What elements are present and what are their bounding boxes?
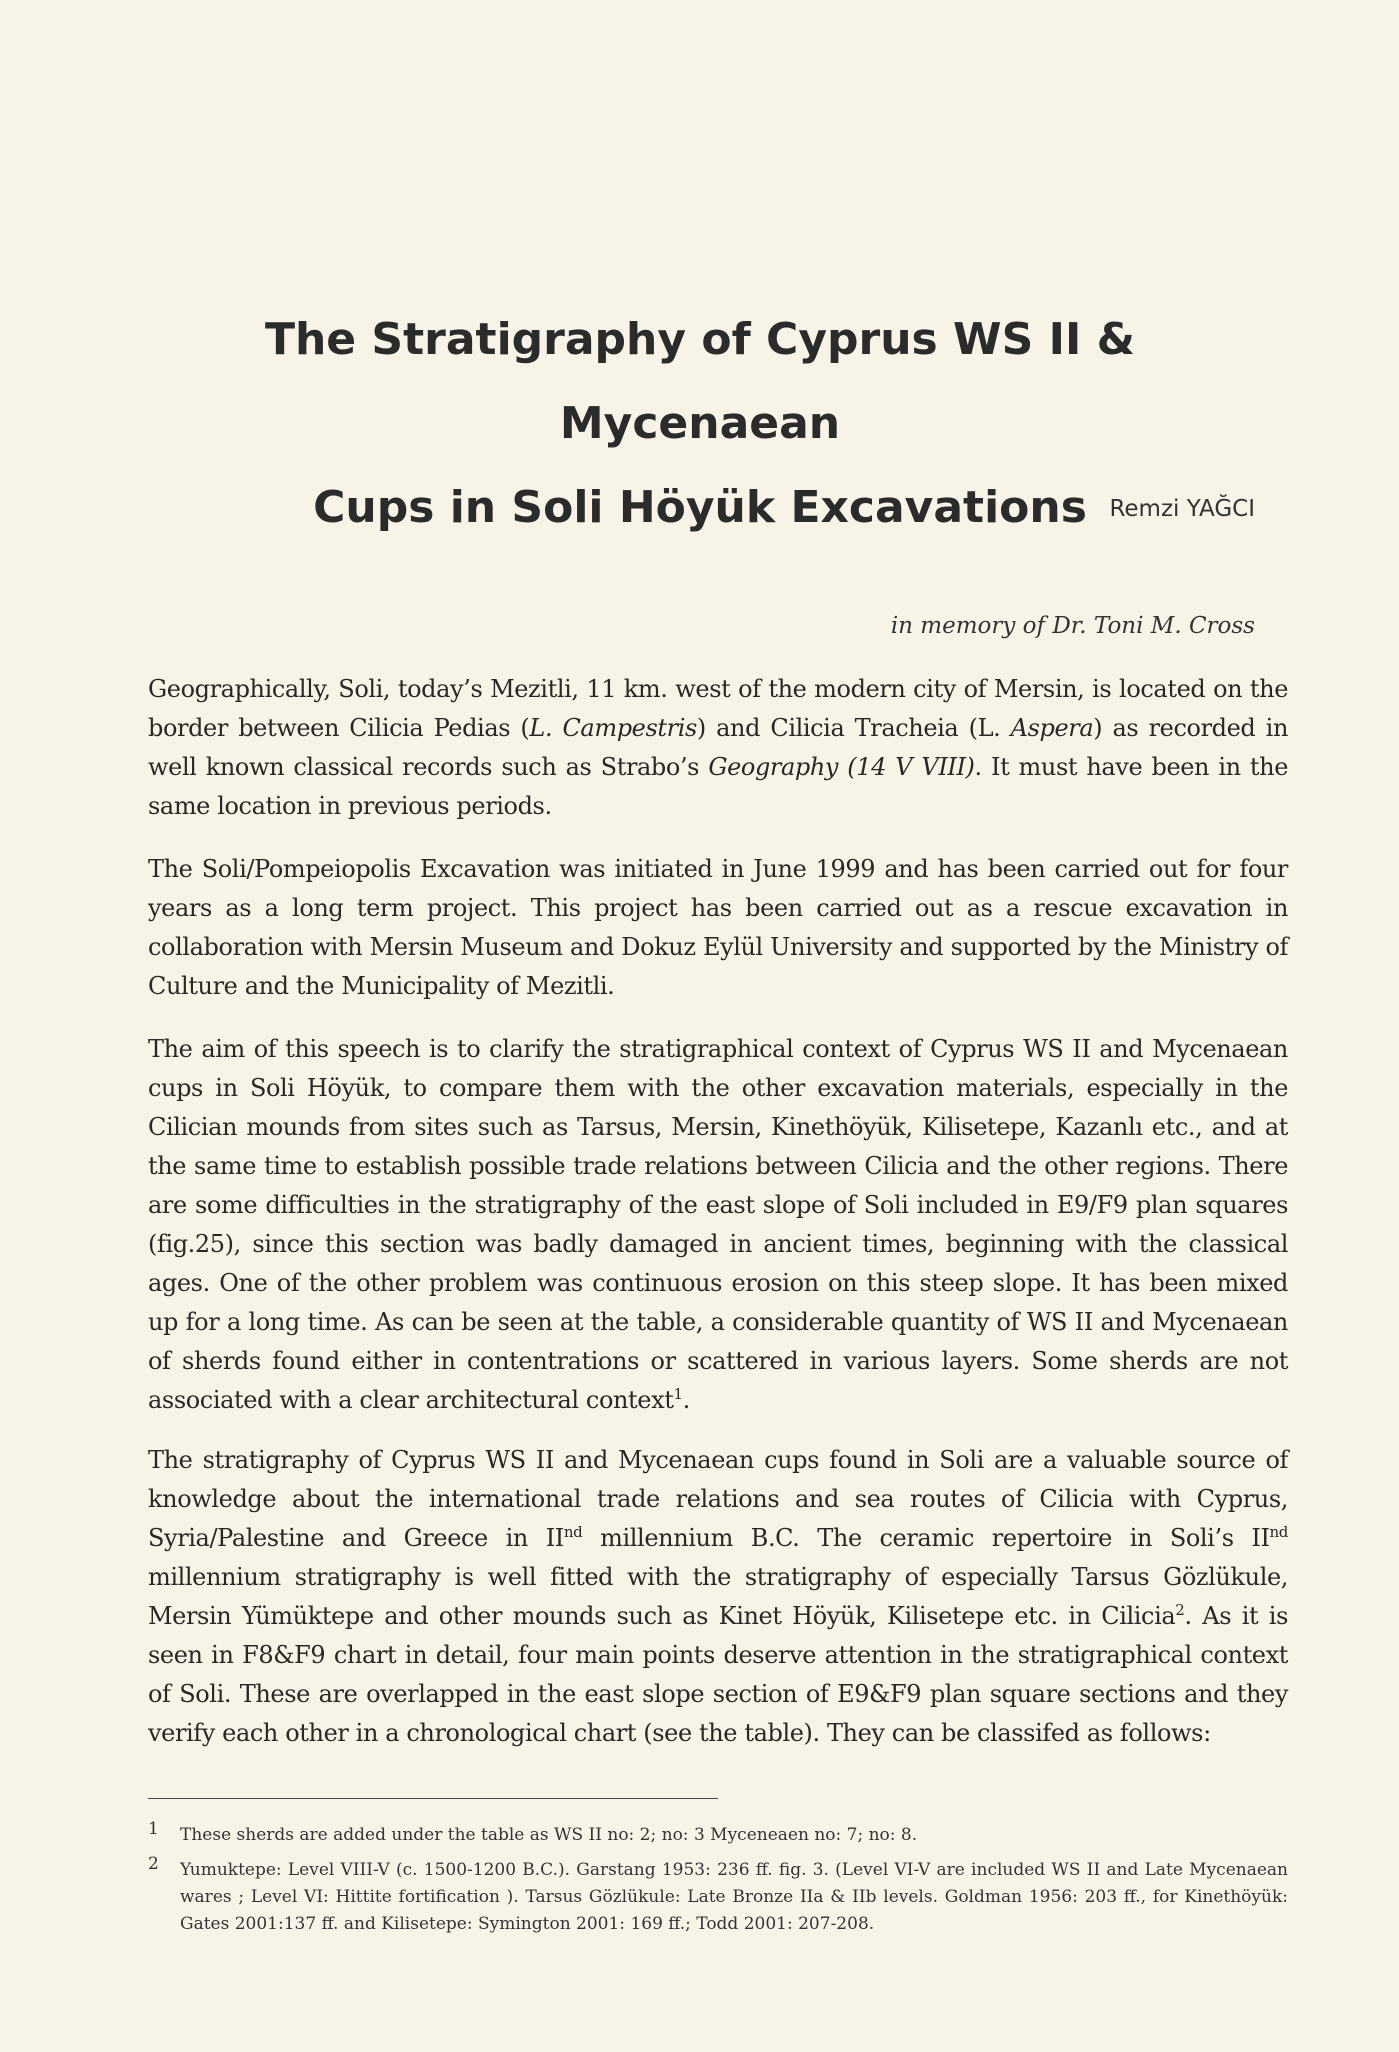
body-paragraph	[148, 850, 1288, 1006]
footnote-number: 1	[148, 1819, 159, 1839]
text-run: ) and Cilicia Tracheia (L.	[696, 714, 1011, 742]
text-run: . As it is seen in F8&F9 chart in detail, four main points deserve attention in the stratigraphical context of Soli. These are overlapped in the east slope section of E9&F9 plan square sections and they verify each other in a chronological chart (see the table). They can be classifed as follows:	[148, 1602, 1289, 1747]
text-run: . It must have been in the same location in previous periods.	[148, 753, 1288, 820]
text-run: The Soli/Pompeiopolis Excavation was initiated in June 1999 and has been carried out for four years as a long term project. This project has been carried out as a rescue excavation in collaboration with Mersin Museum and Dokuz Eylül University and supported by the Ministry of Culture and the Municipality of Mezitli.	[148, 855, 1288, 1000]
text-run: millennium B.C. The ceramic repertoire in Soli’s II	[582, 1524, 1270, 1552]
author-name: Remzi YAĞCI	[1109, 496, 1255, 522]
title-line-1: The Stratigraphy of Cyprus WS II & Mycenaean	[264, 314, 1136, 449]
body-paragraph	[148, 1030, 1288, 1420]
text-run: ) as recorded in well known classical records such as Strabo’s	[148, 714, 1288, 781]
article-title	[150, 298, 1250, 550]
text-run: The aim of this speech is to clarify the stratigraphical context of Cyprus WS II and Mycenaean cups in Soli Höyük, to compare them with the other excavation materials, especially in the Cilician mounds from sites such as Tarsus, Mersin, Kinethöyük, Kilisetepe, Kazanlı etc., and at the same time to establish possible trade relations between Cilicia and the other regions. There are some difficulties in the stratigraphy of the east slope of Soli included in E9/F9 plan squares (fig.25), since this section was badly damaged in ancient times, beginning with the classical ages. One of the other problem was continuous erosion on this steep slope. It has been mixed up for a long time. As can be seen at the table, a considerable quantity of WS II and Mycenaean of sherds found either in contentrations or scattered in various layers. Some sherds are not associated with a clear architectural context	[148, 1035, 1288, 1414]
italic-text: Geography (14 V VIII)	[708, 753, 975, 781]
footnote-text: Yumuktepe: Level VIII-V (c. 1500-1200 B.C.). Garstang 1953: 236 ff. fig. 3. (Level VI-V are included WS II and Late Mycenaean wares ; Level VI: Hittite fortification ). Tarsus Gözlükule: Late Bronze IIa & IIb levels. Goldman 1956: 203 ff., for Kinethöyük: Gates 2001:137 ff. and Kilisetepe: Symington 2001: 169 ff.; Todd 2001: 207-208.	[180, 1860, 1288, 1934]
footnote-number: 2	[148, 1854, 159, 1874]
text-run: Geographically, Soli, today’s Mezitli, 11 km. west of the modern city of Mersin, is located on the border between Cilicia Pedias (	[148, 675, 1288, 742]
body-paragraph	[148, 670, 1288, 826]
footnote	[148, 1854, 1288, 1938]
body-paragraph	[148, 1441, 1288, 1753]
text-run: .	[682, 1386, 690, 1414]
footnote	[148, 1819, 1288, 1849]
superscript-marker: 2	[1175, 1601, 1185, 1619]
text-run: The stratigraphy of Cyprus WS II and Mycenaean cups found in Soli are a valuable source of knowledge about the international trade relations and sea routes of Cilicia with Cyprus, Syria/Palestine and Greece in II	[148, 1446, 1288, 1552]
footnote-text: These sherds are added under the table as WS II no: 2; no: 3 Myceneaen no: 7; no: 8.	[180, 1825, 918, 1845]
superscript-marker: nd	[1269, 1523, 1289, 1541]
text-run: millennium stratigraphy is well fitted with the stratigraphy of especially Tarsus Gözlükule, Mersin Yümüktepe and other mounds such as Kinet Höyük, Kilisetepe etc. in Cilicia	[148, 1563, 1288, 1630]
footnote-divider	[148, 1798, 718, 1799]
italic-text: L. Campestris	[529, 714, 697, 742]
italic-text: Aspera	[1010, 714, 1094, 742]
superscript-marker: nd	[563, 1523, 583, 1541]
superscript-marker: 1	[673, 1385, 683, 1403]
title-line-2: Cups in Soli Höyük Excavations	[313, 482, 1087, 533]
dedication: in memory of Dr. Toni M. Cross	[890, 613, 1255, 639]
